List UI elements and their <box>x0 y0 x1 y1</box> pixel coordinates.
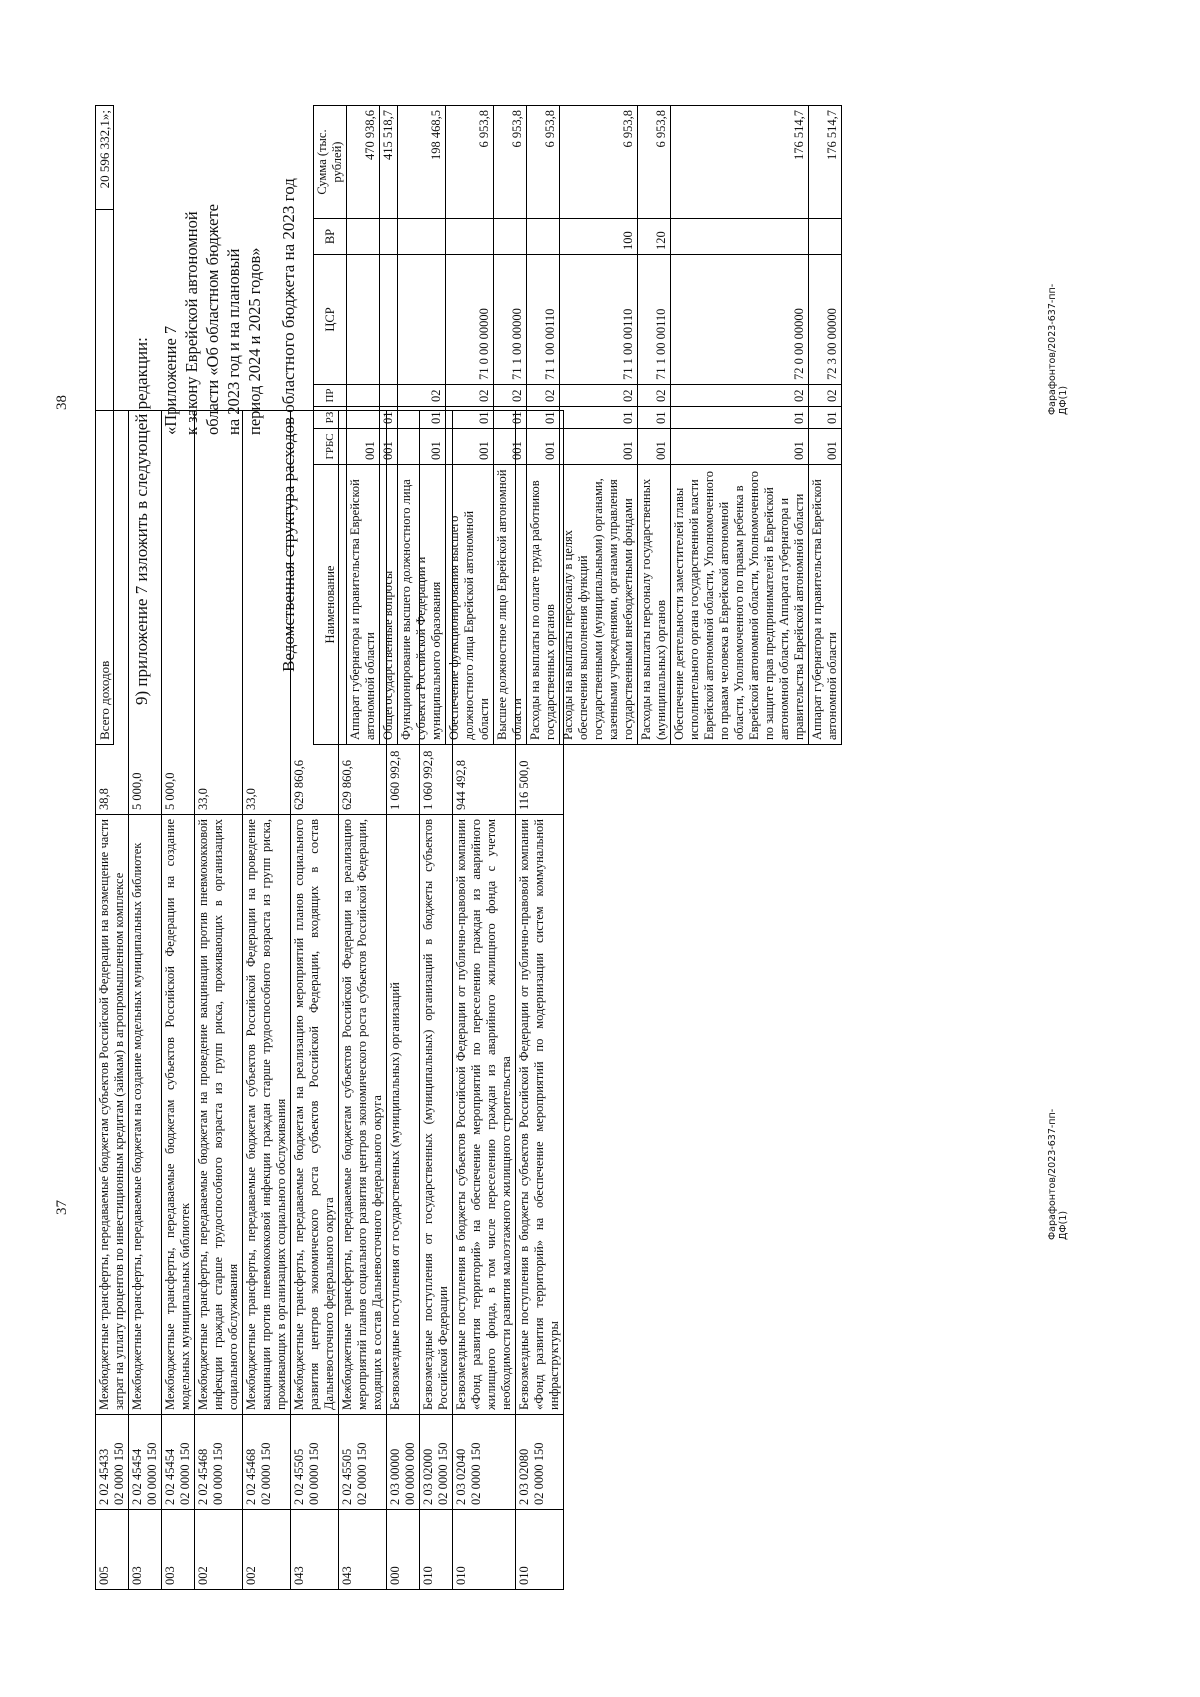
vr-code <box>527 219 560 255</box>
csr-code <box>380 255 398 385</box>
revenue-description: Межбюджетные трансферты, передаваемые бюджетам субъектов Российской Федерации на проведение вакцинации против пневмококковой инфекции граждан старше трудоспособного возраста из групп риска, проживающих в организациях социального обслуживания <box>243 815 291 1415</box>
expenditure-name: Обеспечение деятельности заместителей главы исполнительного органа государственной власти Еврейской автономной области, Уполномоченного по правам человека в Еврейской автономной области, Уполномоченного по правам ребенка в Еврейской автономной области, Уполномоченного по защите прав предпринимателей в Еврейской автономной области, Аппарата губернатора и правительства Еврейской автономной области <box>671 465 809 745</box>
page-number-37: 37 <box>54 1200 70 1215</box>
admin-code: 002 <box>195 1510 243 1590</box>
footer-page-38: Фарафонтов/2023-637-пп-ДФ(1) <box>1047 283 1069 415</box>
kbk-code: 2 02 45433 02 0000 150 <box>96 1415 129 1510</box>
header-csr: ЦСР <box>314 255 347 385</box>
revenue-description: Межбюджетные трансферты, передаваемые бюджетам субъектов Российской Федерации на создание модельных муниципальных библиотек <box>162 815 195 1415</box>
vr-code <box>671 219 809 255</box>
table-row <box>347 106 380 745</box>
header-sum: Сумма (тыс. рублей) <box>314 106 347 219</box>
rz-code: 01 <box>398 407 446 429</box>
revenue-description: Межбюджетные трансферты, передаваемые бюджетам субъектов Российской Федерации на реализацию мероприятий планов социального развития центров экономического роста субъектов Российской Федерации, входящих в состав Дальневосточного федерального округа <box>339 815 387 1415</box>
revenue-sum: 1 060 992,8 <box>387 411 420 815</box>
revenue-sum: 38,8 <box>96 411 129 815</box>
revenue-description: Безвозмездные поступления от государственных (муниципальных) организаций в бюджеты субъектов Российской Федерации <box>420 815 453 1415</box>
table-row <box>638 106 671 745</box>
expenditure-sum: 6 953,8 <box>638 106 671 219</box>
appendix-line: «Приложение 7 <box>161 325 180 435</box>
kbk-code: 2 02 45505 00 0000 150 <box>291 1415 339 1510</box>
rz-code: 01 <box>560 407 638 429</box>
csr-code: 72 0 00 00000 <box>671 255 809 385</box>
pr-code: 02 <box>527 385 560 407</box>
revenue-sum: 116 500,0 <box>516 411 564 815</box>
page-38 <box>95 105 855 745</box>
appendix-line: области «Об областном бюджете <box>203 204 222 435</box>
expenditure-sum: 415 518,7 <box>380 106 398 219</box>
vr-code <box>398 219 446 255</box>
admin-code: 043 <box>339 1510 387 1590</box>
kbk-code: 2 03 02040 02 0000 150 <box>453 1415 516 1510</box>
table-row <box>380 106 398 745</box>
header-grbs: ГРБС <box>314 429 347 465</box>
revenue-sum: 629 860,6 <box>291 411 339 815</box>
vr-code <box>380 219 398 255</box>
kbk-code: 2 03 02080 02 0000 150 <box>516 1415 564 1510</box>
csr-code <box>347 255 380 385</box>
header-pr: ПР <box>314 385 347 407</box>
csr-code: 71 0 00 00000 <box>446 255 494 385</box>
expenditure-sum: 176 514,7 <box>671 106 809 219</box>
footer-page-37: Фарафонтов/2023-637-пп-ДФ(1) <box>1047 1108 1069 1240</box>
table-row <box>560 106 638 745</box>
rz-code: 01 <box>671 407 809 429</box>
document-title: Ведомственная структура расходов областного бюджета на 2023 год <box>279 178 298 672</box>
revenue-sum: 33,0 <box>195 411 243 815</box>
vr-code <box>347 219 380 255</box>
pr-code: 02 <box>446 385 494 407</box>
expenditure-sum: 198 468,5 <box>398 106 446 219</box>
vr-code: 100 <box>560 219 638 255</box>
grbs-code: 001 <box>560 429 638 465</box>
kbk-code: 2 02 45468 02 0000 150 <box>243 1415 291 1510</box>
grbs-code: 001 <box>494 429 527 465</box>
admin-code: 005 <box>96 1510 129 1590</box>
grbs-code: 001 <box>527 429 560 465</box>
admin-code: 043 <box>291 1510 339 1590</box>
revenue-description: Межбюджетные трансферты, передаваемые бюджетам на создание модельных муниципальных библиотек <box>129 815 162 1415</box>
pr-code: 02 <box>671 385 809 407</box>
expenditure-sum: 6 953,8 <box>527 106 560 219</box>
revenue-sum: 1 060 992,8 <box>420 411 453 815</box>
admin-code: 010 <box>453 1510 516 1590</box>
table-row <box>527 106 560 745</box>
admin-code: 010 <box>516 1510 564 1590</box>
kbk-code: 2 02 45454 00 0000 150 <box>129 1415 162 1510</box>
table-row <box>671 106 809 745</box>
pr-code: 02 <box>638 385 671 407</box>
expenditure-sum: 6 953,8 <box>446 106 494 219</box>
rz-code: 01 <box>527 407 560 429</box>
expenditure-name: Аппарат губернатора и правительства Еврейской автономной области <box>347 465 380 745</box>
appendix-caption <box>160 105 265 435</box>
pr-code: 02 <box>809 385 842 407</box>
revenue-description: Безвозмездные поступления от государственных (муниципальных) организаций <box>387 815 420 1415</box>
total-value: 20 596 332,1»; <box>96 106 114 210</box>
csr-code: 71 1 00 00000 <box>494 255 527 385</box>
pr-code: 02 <box>560 385 638 407</box>
amendment-intro: 9) приложение 7 изложить в следующей редакции: <box>132 337 151 705</box>
kbk-code: 2 03 02000 02 0000 150 <box>420 1415 453 1510</box>
table-row <box>494 106 527 745</box>
expenditure-sum: 176 514,7 <box>809 106 842 219</box>
csr-code: 71 1 00 00110 <box>560 255 638 385</box>
expenditure-sum: 6 953,8 <box>560 106 638 219</box>
kbk-code: 2 02 45505 02 0000 150 <box>339 1415 387 1510</box>
rz-code: 01 <box>638 407 671 429</box>
pr-code <box>347 385 380 407</box>
expenditure-sum: 6 953,8 <box>494 106 527 219</box>
total-label: Всего доходов <box>96 210 114 745</box>
revenue-description: Безвозмездные поступления в бюджеты субъектов Российской Федерации от публично-правовой компании «Фонд развития территорий» на обеспечение мероприятий по модернизации систем коммунальной инфраструктуры <box>516 815 564 1415</box>
rz-code: 01 <box>446 407 494 429</box>
vr-code <box>446 219 494 255</box>
grbs-code: 001 <box>671 429 809 465</box>
revenue-sum: 5 000,0 <box>129 411 162 815</box>
pr-code: 02 <box>398 385 446 407</box>
admin-code: 010 <box>420 1510 453 1590</box>
revenue-description: Межбюджетные трансферты, передаваемые бюджетам на проведение вакцинации против пневмококковой инфекции граждан старше трудоспособного возраста из групп риска, проживающих в организациях социального обслуживания <box>195 815 243 1415</box>
grbs-code: 001 <box>347 429 380 465</box>
vr-code <box>809 219 842 255</box>
pr-code <box>380 385 398 407</box>
rz-code: 01 <box>809 407 842 429</box>
csr-code: 72 3 00 00000 <box>809 255 842 385</box>
revenue-description: Межбюджетные трансферты, передаваемые бюджетам на реализацию мероприятий планов социального развития центров экономического роста субъектов Российской Федерации, входящих в состав Дальневосточного федерального округа <box>291 815 339 1415</box>
total-revenue-row <box>95 105 114 745</box>
vr-code: 120 <box>638 219 671 255</box>
expenditure-name: Высшее должностное лицо Еврейской автономной области <box>494 465 527 745</box>
pr-code: 02 <box>494 385 527 407</box>
admin-code: 000 <box>387 1510 420 1590</box>
expenditure-name: Обеспечение функционирования высшего должностного лица Еврейской автономной области <box>446 465 494 745</box>
expenditure-name: Аппарат губернатора и правительства Еврейской автономной области <box>809 465 842 745</box>
revenue-sum: 944 492,8 <box>453 411 516 815</box>
admin-code: 003 <box>129 1510 162 1590</box>
page-number-38: 38 <box>54 395 70 410</box>
rz-code: 01 <box>494 407 527 429</box>
table-row <box>446 106 494 745</box>
appendix-line: период 2024 и 2025 годов» <box>245 247 264 435</box>
expenditure-sum: 470 938,6 <box>347 106 380 219</box>
csr-code: 71 1 00 00110 <box>638 255 671 385</box>
revenue-description: Безвозмездные поступления в бюджеты субъектов Российской Федерации от публично-правовой компании «Фонд развития территорий» на обеспечение мероприятий по переселению граждан из аварийного жилищного фонда, в том числе переселению граждан из аварийного жилищного фонда с учетом необходимости развития малоэтажного жилищного строительства <box>453 815 516 1415</box>
grbs-code: 001 <box>809 429 842 465</box>
kbk-code: 2 02 45454 02 0000 150 <box>162 1415 195 1510</box>
csr-code <box>398 255 446 385</box>
revenue-sum: 5 000,0 <box>162 411 195 815</box>
rz-code: 01 <box>380 407 398 429</box>
revenue-sum: 629 860,6 <box>339 411 387 815</box>
rz-code <box>347 407 380 429</box>
admin-code: 002 <box>243 1510 291 1590</box>
expenditure-name: Расходы на выплаты персоналу в целях обеспечения выполнения функций государственными (муниципальными) органами, казенными учреждениями, органами управления государственными внебюджетными фондами <box>560 465 638 745</box>
grbs-code: 001 <box>638 429 671 465</box>
kbk-code: 2 03 00000 00 0000 000 <box>387 1415 420 1510</box>
header-vr: ВР <box>314 219 347 255</box>
expenditure-name: Общегосударственные вопросы <box>380 465 398 745</box>
revenue-description: Межбюджетные трансферты, передаваемые бюджетам субъектов Российской Федерации на возмещение части затрат на уплату процентов по инвестиционным кредитам (займам) в агропромышленном комплексе <box>96 815 129 1415</box>
expenditure-name: Расходы на выплаты по оплате труда работников государственных органов <box>527 465 560 745</box>
header-name: Наименование <box>314 465 347 745</box>
expenditure-table <box>313 105 842 745</box>
grbs-code: 001 <box>446 429 494 465</box>
appendix-line: к закону Еврейской автономной <box>182 211 201 435</box>
grbs-code: 001 <box>380 429 398 465</box>
table-row <box>809 106 842 745</box>
table-row <box>398 106 446 745</box>
csr-code: 71 1 00 00110 <box>527 255 560 385</box>
admin-code: 003 <box>162 1510 195 1590</box>
expenditure-name: Расходы на выплаты персоналу государственных (муниципальных) органов <box>638 465 671 745</box>
appendix-line: на 2023 год и на плановый <box>224 248 243 435</box>
kbk-code: 2 02 45468 00 0000 150 <box>195 1415 243 1510</box>
grbs-code: 001 <box>398 429 446 465</box>
header-rz: РЗ <box>314 407 347 429</box>
vr-code <box>494 219 527 255</box>
revenue-sum: 33,0 <box>243 411 291 815</box>
expenditure-name: Функционирование высшего должностного лица субъекта Российской Федерации и муниципального образования <box>398 465 446 745</box>
